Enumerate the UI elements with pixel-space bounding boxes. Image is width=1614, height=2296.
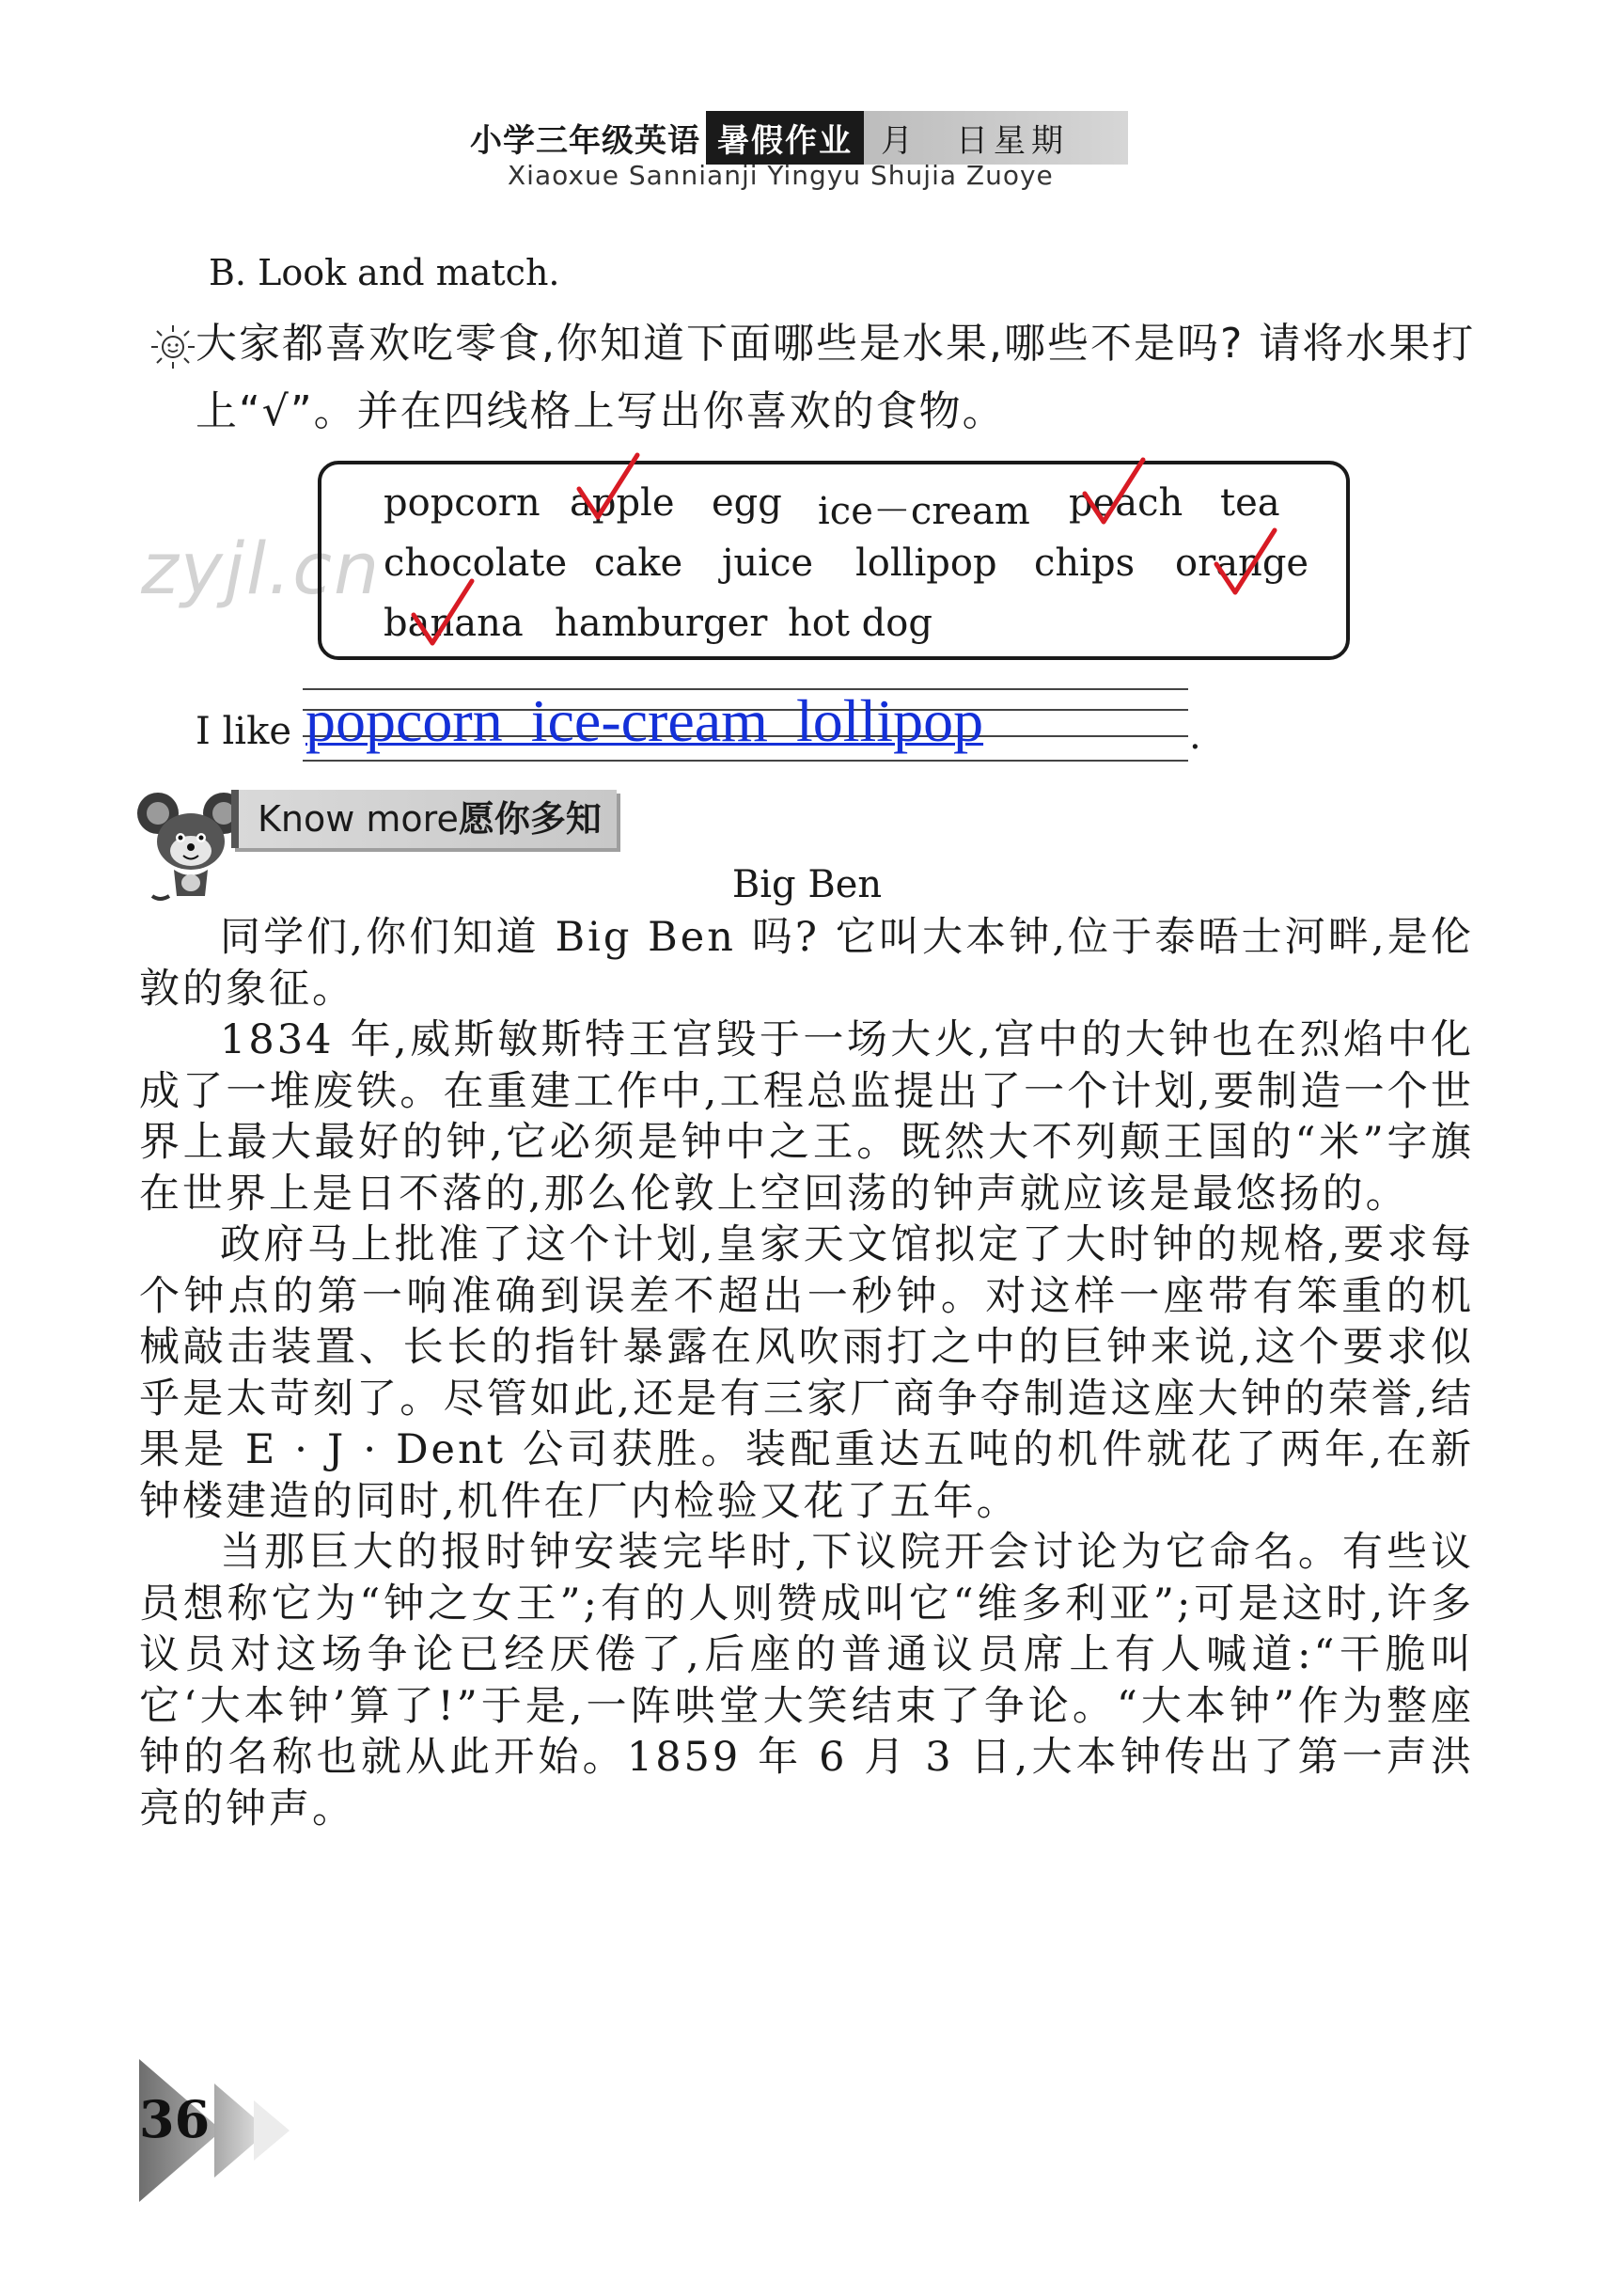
check-mark-icon (1081, 456, 1147, 531)
header-pinyin: Xiaoxue Sannianji Yingyu Shujia Zuoye (508, 160, 1054, 191)
know-more-label-cn: 愿你多知 (458, 798, 602, 840)
i-like-label: I like (196, 710, 292, 753)
article-paragraph: 1834 年,威斯敏斯特王宫毁于一场大火,宫中的大钟也在烈焰中化成了一堆废铁。在重建工作中,工程总监提出了一个计划,要制造一个世界上最大最好的钟,它必须是钟中之王。既然大不列颠王国的“米”字旗在世界上是日不落的,那么伦敦上空回荡的钟声就应该是最悠扬的。 (139, 1016, 1474, 1218)
header-date-field: 月 日星期 (864, 111, 1128, 165)
instruction-text: 大家都喜欢吃零食,你知道下面哪些是水果,哪些不是吗? 请将水果打上“√”。并在四线格上写出你喜欢的食物。 (196, 320, 1476, 435)
word-peach: peach (1069, 481, 1183, 525)
check-mark-icon (410, 577, 476, 653)
word-juice: juice (722, 542, 814, 585)
section-heading: B. Look and match. (209, 252, 560, 293)
word-hot-dog: hot dog (788, 602, 932, 645)
page-number: 36 (139, 2089, 211, 2149)
know-more-banner (231, 790, 617, 848)
check-mark-icon (575, 451, 641, 527)
article-paragraph: 政府马上批准了这个计划,皇家天文馆拟定了大时钟的规格,要求每个钟点的第一响准确到误差不超出一秒钟。对这样一座带有笨重的机械敲击装置、长长的指针暴露在风吹雨打之中的巨钟来说,这个要求似乎是太苛刻了。尽管如此,还是有三家厂商争夺制造这座大钟的荣誉,结果是 E · J · Dent 公司获胜。装配重达五吨的机件就花了两年,在新钟楼建造的同时,机件在厂内检验又花了五年。 (139, 1221, 1474, 1525)
word-chips: chips (1034, 542, 1136, 585)
sentence-period: . (1189, 715, 1201, 758)
word-lollipop: lollipop (855, 542, 997, 585)
word-cake: cake (594, 542, 683, 585)
handwritten-answer: popcorn ice-cream lollipop (306, 687, 984, 754)
article-paragraph: 同学们,你们知道 Big Ben 吗? 它叫大本钟,位于泰晤士河畔,是伦敦的象征。 (139, 914, 1474, 1013)
header-title-highlight: 暑假作业 (706, 111, 864, 165)
know-more-label-en: Know more (258, 798, 459, 840)
sun-icon (149, 322, 197, 371)
word-hamburger: hamburger (555, 602, 768, 645)
word-orange: orange (1175, 542, 1309, 585)
watermark: zyjl.cn (141, 527, 382, 610)
word-apple: apple (570, 481, 675, 525)
word-chocolate: chocolate (384, 542, 568, 585)
header-title-prefix: 小学三年级英语 (470, 121, 700, 160)
word-egg: egg (712, 481, 782, 525)
page-header-title (470, 111, 1128, 164)
article-title: Big Ben (731, 863, 883, 906)
word-tea: tea (1220, 481, 1280, 525)
check-mark-icon (1213, 527, 1278, 602)
article-paragraph: 当那巨大的报时钟安装完毕时,下议院开会讨论为它命名。有些议员想称它为“钟之女王”;有的人则赞成叫它“维多利亚”;可是这时,许多议员对这场争论已经厌倦了,后座的普通议员席上有人喊道:“干脆叫它‘大本钟’算了!”于是,一阵哄堂大笑结束了争论。“大本钟”作为整座钟的名称也就从此开始。1859 年 6 月 3 日,大本钟传出了第一声洪亮的钟声。 (139, 1529, 1474, 1832)
word-ice-cream: ice－cream (818, 490, 1030, 533)
word-popcorn: popcorn (384, 481, 541, 525)
word-banana: banana (384, 602, 524, 645)
article-body (139, 912, 1474, 1834)
